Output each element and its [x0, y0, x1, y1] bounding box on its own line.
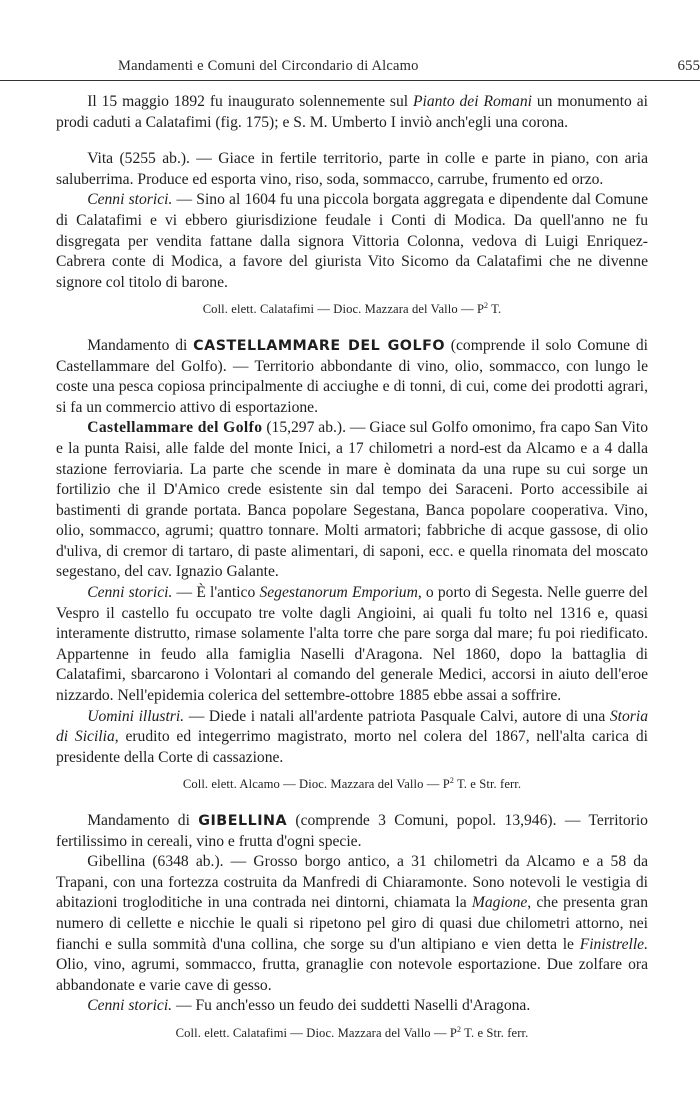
paragraph-comune-gibellina: Gibellina (6348 ab.). — Grosso borgo antico, a 31 chilometri da Alcamo e a 58 da Trapani, con una fortezza costruita da Manfredi di Chiaramonte. Sono notevoli le vestigia di abitazioni trogloditiche in una contrada nei dintorni, chiamata la Magione, che presenta gran numero di cellette e nicchie le quali si ripetono pel giro di quasi due chilometri attorno, nei fianchi e sulla sommità d'una collina, che sorge su d'un altipiano e vien detta le Finistrelle. Olio, vino, agrumi, sommacco, frutta, granaglie con notevole esportazione. Due zolfare ora abbandonate e varie cave di gesso.	[56, 853, 648, 994]
running-title: Mandamenti e Comuni del Circondario di Alcamo	[118, 58, 419, 74]
paragraph-mandamento-gibellina: Mandamento di GIBELLINA (comprende 3 Comuni, popol. 13,946). — Territorio fertilissimo in cereali, vino e frutta d'ogni specie.	[56, 812, 648, 850]
comune-name: Castellammare del Golfo	[87, 419, 263, 437]
paragraph-castellammare-cenni: Cenni storici. — È l'antico Segestanorum Emporium, o porto di Segesta. Nelle guerre del Vespro il castello fu occupato tre volte dagli Angioini, ai quali fu tolto nel 1316 e, quasi interamente distrutto, rimase solamente l'alta torre che pare sorga dal mare; fu poi riedificato. Appartenne in feudo alla famiglia Naselli d'Aragona. Nel 1860, dopo la battaglia di Calatafimi, sbarcarono i Volontari al comando del generale Medici, accorsi in aiuto dell'eroe nizzardo. Nell'epidemia colerica del settembre-ottobre 1885 ebbe assai a soffrire.	[56, 584, 648, 705]
section-gap	[56, 795, 648, 811]
paragraph-comune-castellammare: Castellammare del Golfo (15,297 ab.). — Giace sul Golfo omonimo, fra capo San Vito e la punta Raisi, alle falde del monte Inici, a 17 chilometri a nord-est da Alcamo e a 4 dalla stazione ferroviaria. La parte che scende in mare è dominata da una rupe su cui sorge un fortilizio che il D'Amico crede esistente sin dal tempo dei Saraceni. Porto accessibile ai bastimenti di grande portata. Banca popolare Segestana, Banca popolare cooperativa. Vino, olio, sommacco, agrumi; quattro tonnare. Molti armatori; fabbriche di acque gassose, di olio d'uliva, di cremor di tartaro, di paste alimentari, di saponi, ecc. e quella rinomata del moscato segestano, del cav. Ignazio Galante.	[56, 419, 648, 581]
header-rule	[0, 80, 700, 81]
paragraph-castellammare-uomini: Uomini illustri. — Diede i natali all'ardente patriota Pasquale Calvi, autore di una Storia di Sicilia, erudito ed integerrimo magistrato, morto nel colera del 1867, nell'alta carica di presidente della Corte di cassazione.	[56, 707, 648, 766]
page-number: 655	[677, 58, 700, 74]
mandamento-name: CASTELLAMMARE DEL GOLFO	[193, 337, 445, 354]
section-gap	[56, 133, 648, 149]
coll-elett-castellammare: Coll. elett. Alcamo — Dioc. Mazzara del Vallo — $P^2$ T. e Str. ferr.	[182, 776, 522, 792]
page-body	[56, 92, 648, 1044]
section-gap	[56, 320, 648, 336]
paragraph-monument: Il 15 maggio 1892 fu inaugurato solennemente sul Pianto dei Romani un monumento ai prodi caduti a Calatafimi (fig. 175); e S. M. Umberto I inviò anch'egli una corona.	[56, 93, 648, 131]
coll-elett-gibellina: Coll. elett. Calatafimi — Dioc. Mazzara del Vallo — $P^2$ T. e Str. ferr.	[175, 1024, 529, 1040]
paragraph-mandamento-castellammare: Mandamento di CASTELLAMMARE DEL GOLFO (comprende il solo Comune di Castellammare del Golfo). — Territorio abbondante di vino, olio, sommacco, con lungo le coste una pesca copiosa principalmente di acciughe e di tonni, di cui, come dei prodotti agrari, si fa un commercio attivo di esportazione.	[56, 336, 648, 416]
paragraph-vita-cenni: Cenni storici. — Sino al 1604 fu una piccola borgata aggregata e dipendente dal Comune di Calatafimi e vi ebbero giurisdizione feudale i Conti di Modica. Da quell'anno ne fu disgregata per vendita fattane dalla signora Vittoria Colonna, vedova di Luigi Enriquez-Cabrera conte di Modica, a favore del giurista Vito Sicomo da Calatafimi che ne divenne signore col titolo di barone.	[56, 191, 648, 291]
paragraph-vita: Vita (5255 ab.). — Giace in fertile territorio, parte in colle e parte in piano, con aria saluberrima. Produce ed esporta vino, riso, soda, sommacco, carrube, frumento ed orzo.	[56, 150, 648, 188]
coll-elett-vita: Coll. elett. Calatafimi — Dioc. Mazzara del Vallo — $P^2$ T.	[202, 301, 502, 317]
paragraph-gibellina-cenni: Cenni storici. — Fu anch'esso un feudo dei suddetti Naselli d'Aragona.	[87, 997, 531, 1015]
mandamento-name: GIBELLINA	[198, 813, 288, 829]
